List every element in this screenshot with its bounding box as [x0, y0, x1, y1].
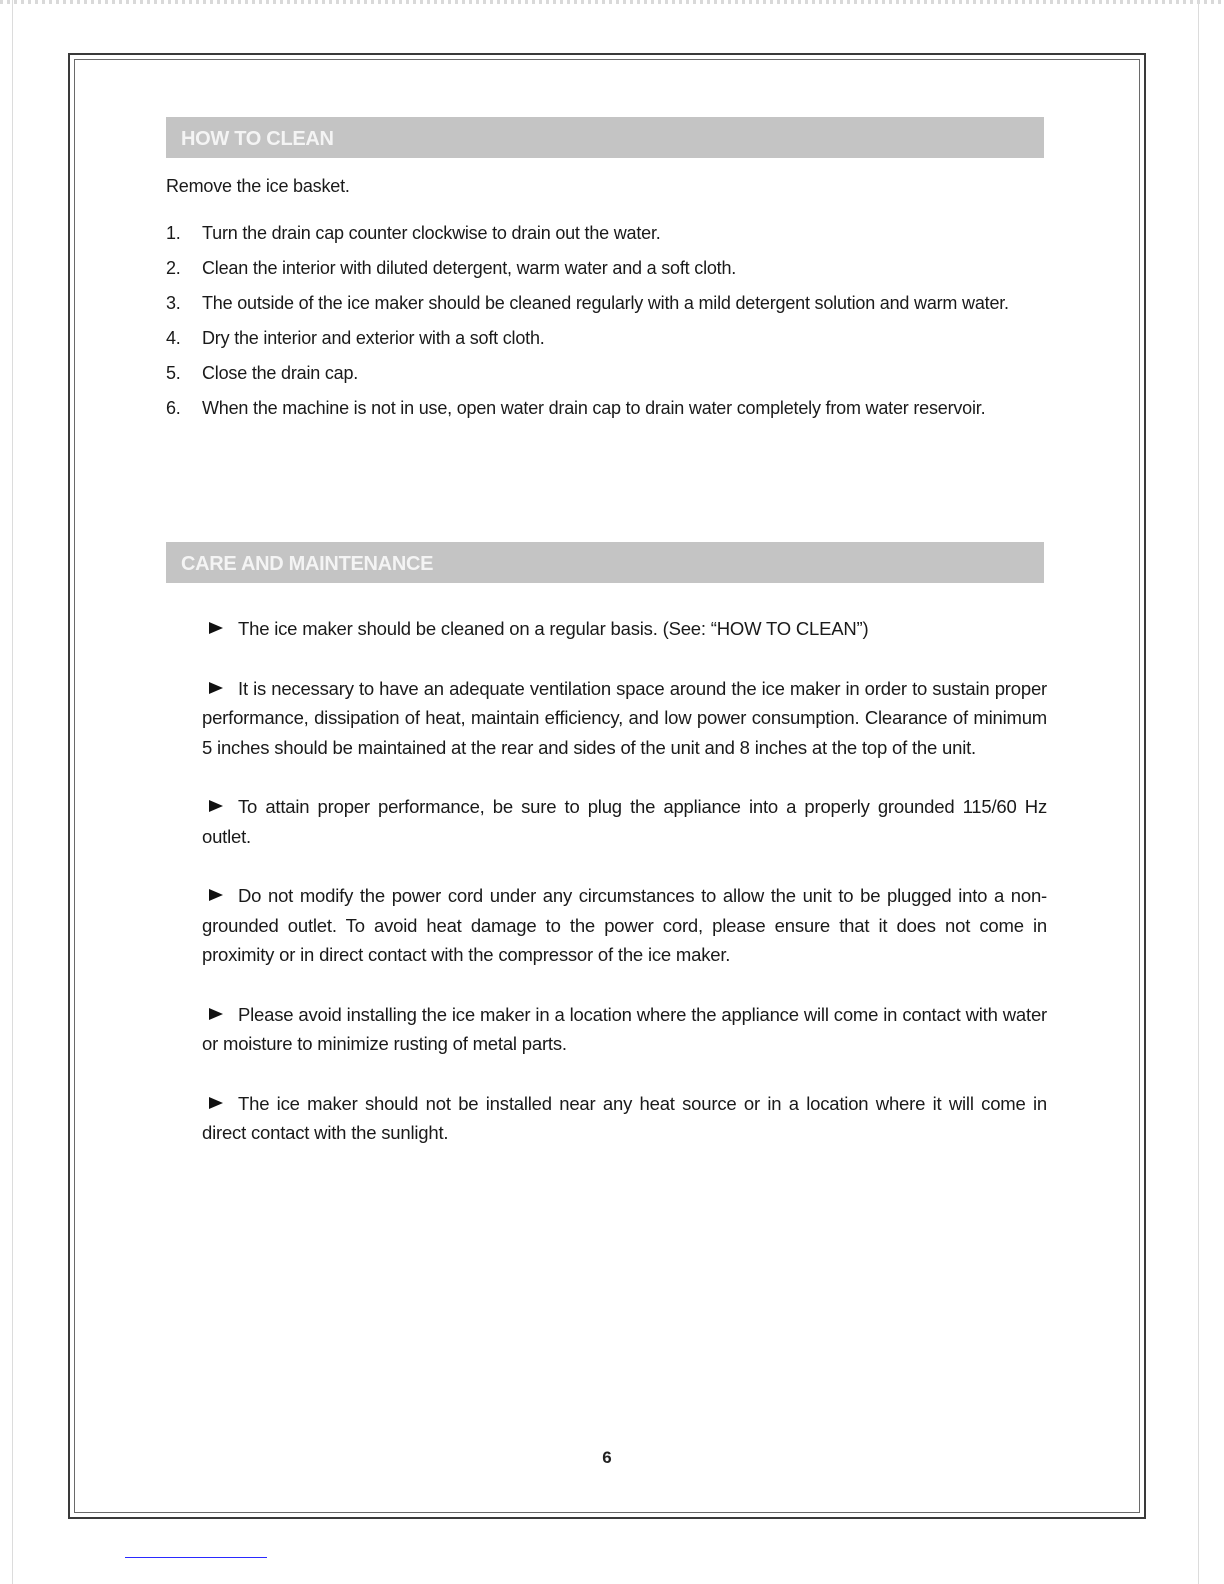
cleaning-step: [166, 324, 1046, 353]
arrow-bullet-icon: [209, 622, 223, 634]
arrow-bullet-icon: [209, 1008, 223, 1020]
how-to-clean-heading: HOW TO CLEAN: [166, 117, 1044, 158]
cleaning-step: [166, 394, 1046, 423]
bullet-text: The ice maker should be cleaned on a regular basis. (See: “HOW TO CLEAN”): [238, 618, 869, 639]
scan-top-edge: [0, 0, 1224, 4]
maintenance-bullet-list: [202, 614, 1047, 1178]
step-text: Dry the interior and exterior with a soft cloth.: [202, 328, 545, 348]
underline-artifact: [125, 1557, 267, 1558]
step-text: The outside of the ice maker should be cleaned regularly with a mild detergent solution and warm water.: [202, 293, 1009, 313]
maintenance-bullet: [202, 614, 1047, 644]
step-number: 2.: [166, 258, 181, 278]
cleaning-step: [166, 359, 1046, 388]
how-to-clean-intro: Remove the ice basket.: [166, 176, 350, 196]
cleaning-step: [166, 219, 1046, 248]
arrow-bullet-icon: [209, 1097, 223, 1109]
bullet-text: Please avoid installing the ice maker in a location where the appliance will come in contact with water or moisture to minimize rusting of metal parts.: [202, 1003, 1047, 1054]
page-number: 6: [602, 1448, 612, 1467]
bullet-text: Do not modify the power cord under any circumstances to allow the unit to be plugged into a non-grounded outlet. To avoid heat damage to the power cord, please ensure that it does not come in proximity or in direct contact with the compressor of the ice maker.: [202, 885, 1047, 965]
step-text: Close the drain cap.: [202, 363, 359, 383]
arrow-bullet-icon: [209, 889, 223, 901]
scan-right-edge: [1198, 0, 1199, 1584]
step-number: 5.: [166, 363, 181, 383]
cleaning-steps-list: [166, 219, 1046, 429]
cleaning-step: [166, 254, 1046, 283]
care-and-maintenance-heading: CARE AND MAINTENANCE: [166, 542, 1044, 583]
bullet-text: It is necessary to have an adequate ventilation space around the ice maker in order to sustain proper performance, dissipation of heat, maintain efficiency, and low power consumption. Clearance of minimum 5 inches should be maintained at the rear and sides of the unit and 8 inches at the top of the unit.: [202, 677, 1047, 758]
maintenance-bullet: [202, 881, 1047, 970]
scan-left-edge: [12, 0, 13, 1584]
maintenance-bullet: [202, 792, 1047, 851]
maintenance-bullet: [202, 674, 1047, 763]
maintenance-bullet: [202, 1089, 1047, 1148]
arrow-bullet-icon: [209, 682, 223, 694]
step-text: Clean the interior with diluted detergent, warm water and a soft cloth.: [202, 258, 737, 278]
step-text: Turn the drain cap counter clockwise to drain out the water.: [202, 223, 661, 243]
step-text: When the machine is not in use, open water drain cap to drain water completely from water reservoir.: [202, 398, 986, 418]
step-number: 6.: [166, 398, 181, 418]
step-number: 3.: [166, 293, 181, 313]
bullet-text: The ice maker should not be installed near any heat source or in a location where it will come in direct contact with the sunlight.: [202, 1092, 1047, 1143]
step-number: 4.: [166, 328, 181, 348]
arrow-bullet-icon: [209, 800, 223, 812]
step-number: 1.: [166, 223, 181, 243]
maintenance-bullet: [202, 1000, 1047, 1059]
bullet-text: To attain proper performance, be sure to plug the appliance into a properly grounded 115/60 Hz outlet.: [202, 796, 1047, 847]
cleaning-step: [166, 289, 1046, 318]
